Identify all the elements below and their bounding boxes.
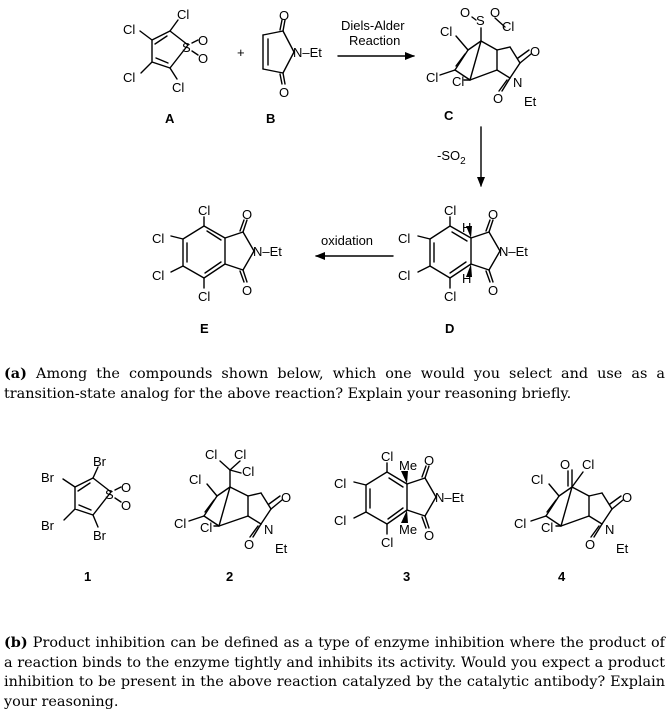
atom-cl: Cl (198, 289, 211, 304)
atom-br: Br (41, 470, 54, 485)
atom-cl: Cl (582, 457, 595, 472)
candidate-label-3: 3 (403, 569, 411, 584)
atom-et: Et (616, 541, 629, 556)
atom-o: O (242, 207, 253, 222)
atom-cl: Cl (541, 520, 554, 535)
atom-o: O (281, 490, 292, 505)
atom-br: Br (41, 518, 54, 533)
atom-h: H (462, 220, 472, 235)
atom-cl: Cl (444, 289, 457, 304)
plus-sign: + (237, 45, 245, 60)
atom-br: Br (93, 528, 106, 543)
atom-et: Et (275, 541, 288, 556)
atom-o: O (560, 457, 571, 472)
atom-cl: Cl (381, 449, 394, 464)
atom-me: Me (399, 458, 418, 473)
atom-o: O (279, 8, 290, 23)
arrow-label-so2: $-SO_2$ (437, 148, 466, 167)
atom-o: O (460, 5, 471, 20)
atom-cl: Cl (452, 74, 465, 89)
atom-o: O (493, 91, 504, 106)
atom-n-et: N–Et (499, 244, 528, 259)
atom-cl: Cl (205, 447, 218, 462)
atom-s: S (476, 13, 485, 28)
atom-n: N (264, 522, 274, 537)
candidate-label-1: 1 (84, 569, 92, 584)
compound-D (418, 217, 500, 288)
atom-me: Me (399, 522, 418, 537)
atom-cl: Cl (531, 472, 544, 487)
arrow-label-diels-alder: Diels-Alder (341, 18, 405, 33)
atom-o: O (585, 537, 596, 552)
atom-cl: Cl (198, 203, 211, 218)
compound-label-B: B (266, 111, 276, 126)
atom-cl: Cl (444, 203, 457, 218)
atom-n: N (513, 75, 523, 90)
candidate-label-2: 2 (226, 569, 234, 584)
atom-cl: Cl (123, 70, 136, 85)
atom-cl: Cl (398, 268, 411, 283)
atom-cl: Cl (440, 24, 453, 39)
atom-cl: Cl (242, 464, 255, 479)
atom-cl: Cl (152, 268, 165, 283)
atom-et: Et (524, 94, 537, 109)
atom-o: O (121, 498, 132, 513)
candidate-3 (354, 463, 436, 534)
atom-n: N (605, 522, 615, 537)
compound-label-C: C (444, 108, 454, 123)
atom-br: Br (93, 454, 106, 469)
atom-o: O (242, 283, 253, 298)
atom-n-et: N–Et (293, 45, 322, 60)
atom-cl: Cl (152, 231, 165, 246)
compound-label-D: D (445, 321, 455, 336)
atom-h: H (462, 271, 472, 286)
atom-cl: Cl (398, 231, 411, 246)
atom-o: O (424, 528, 435, 543)
atom-cl: Cl (514, 516, 527, 531)
atom-cl: Cl (174, 516, 187, 531)
atom-cl: Cl (381, 535, 394, 550)
atom-cl: Cl (200, 520, 213, 535)
atom-o: O (490, 5, 501, 20)
arrow-label-oxidation: oxidation (321, 233, 374, 248)
question-a (4, 364, 665, 404)
atom-cl: Cl (502, 19, 515, 34)
atom-o: O (198, 51, 209, 66)
atom-cl: Cl (426, 70, 439, 85)
atom-cl: Cl (334, 476, 347, 491)
atom-s: S (105, 487, 114, 502)
atom-cl: Cl (334, 513, 347, 528)
atom-n-et: N–Et (253, 244, 282, 259)
atom-o: O (279, 85, 290, 100)
candidate-label-4: 4 (558, 569, 566, 584)
atom-o: O (488, 207, 499, 222)
question-b-label: (b) (4, 634, 28, 651)
compound-E (171, 217, 254, 288)
atom-cl: Cl (189, 472, 202, 487)
atom-o: O (530, 44, 541, 59)
atom-o: O (424, 453, 435, 468)
compound-label-A: A (165, 111, 175, 126)
question-a-text: Among the compounds shown below, which one would you select and use as a transition-state analog for the above reaction? Explain your reasoning briefly. (4, 366, 666, 402)
atom-cl: Cl (177, 7, 190, 22)
atom-o: O (622, 490, 633, 505)
atom-cl: Cl (172, 80, 185, 95)
compound-B (263, 20, 294, 84)
atom-s: S (182, 40, 191, 55)
atom-o: O (488, 283, 499, 298)
question-a-label: (a) (4, 365, 27, 382)
arrow-label-reaction: Reaction (349, 33, 401, 48)
atom-o: O (121, 480, 132, 495)
question-b (4, 633, 665, 712)
atom-cl: Cl (234, 447, 247, 462)
atom-cl: Cl (123, 22, 136, 37)
atom-o: O (244, 537, 255, 552)
question-b-text: Product inhibition can be defined as a type of enzyme inhibition where the product of a reaction binds to the enzyme tightly and inhibits its activity. Would you expect a product inhibition to be present in the above reaction catalyzed by the catalytic antibody? Explain your reasoning. (4, 635, 665, 710)
atom-o: O (198, 33, 209, 48)
compound-label-E: E (200, 321, 209, 336)
atom-n-et: N–Et (435, 490, 464, 505)
